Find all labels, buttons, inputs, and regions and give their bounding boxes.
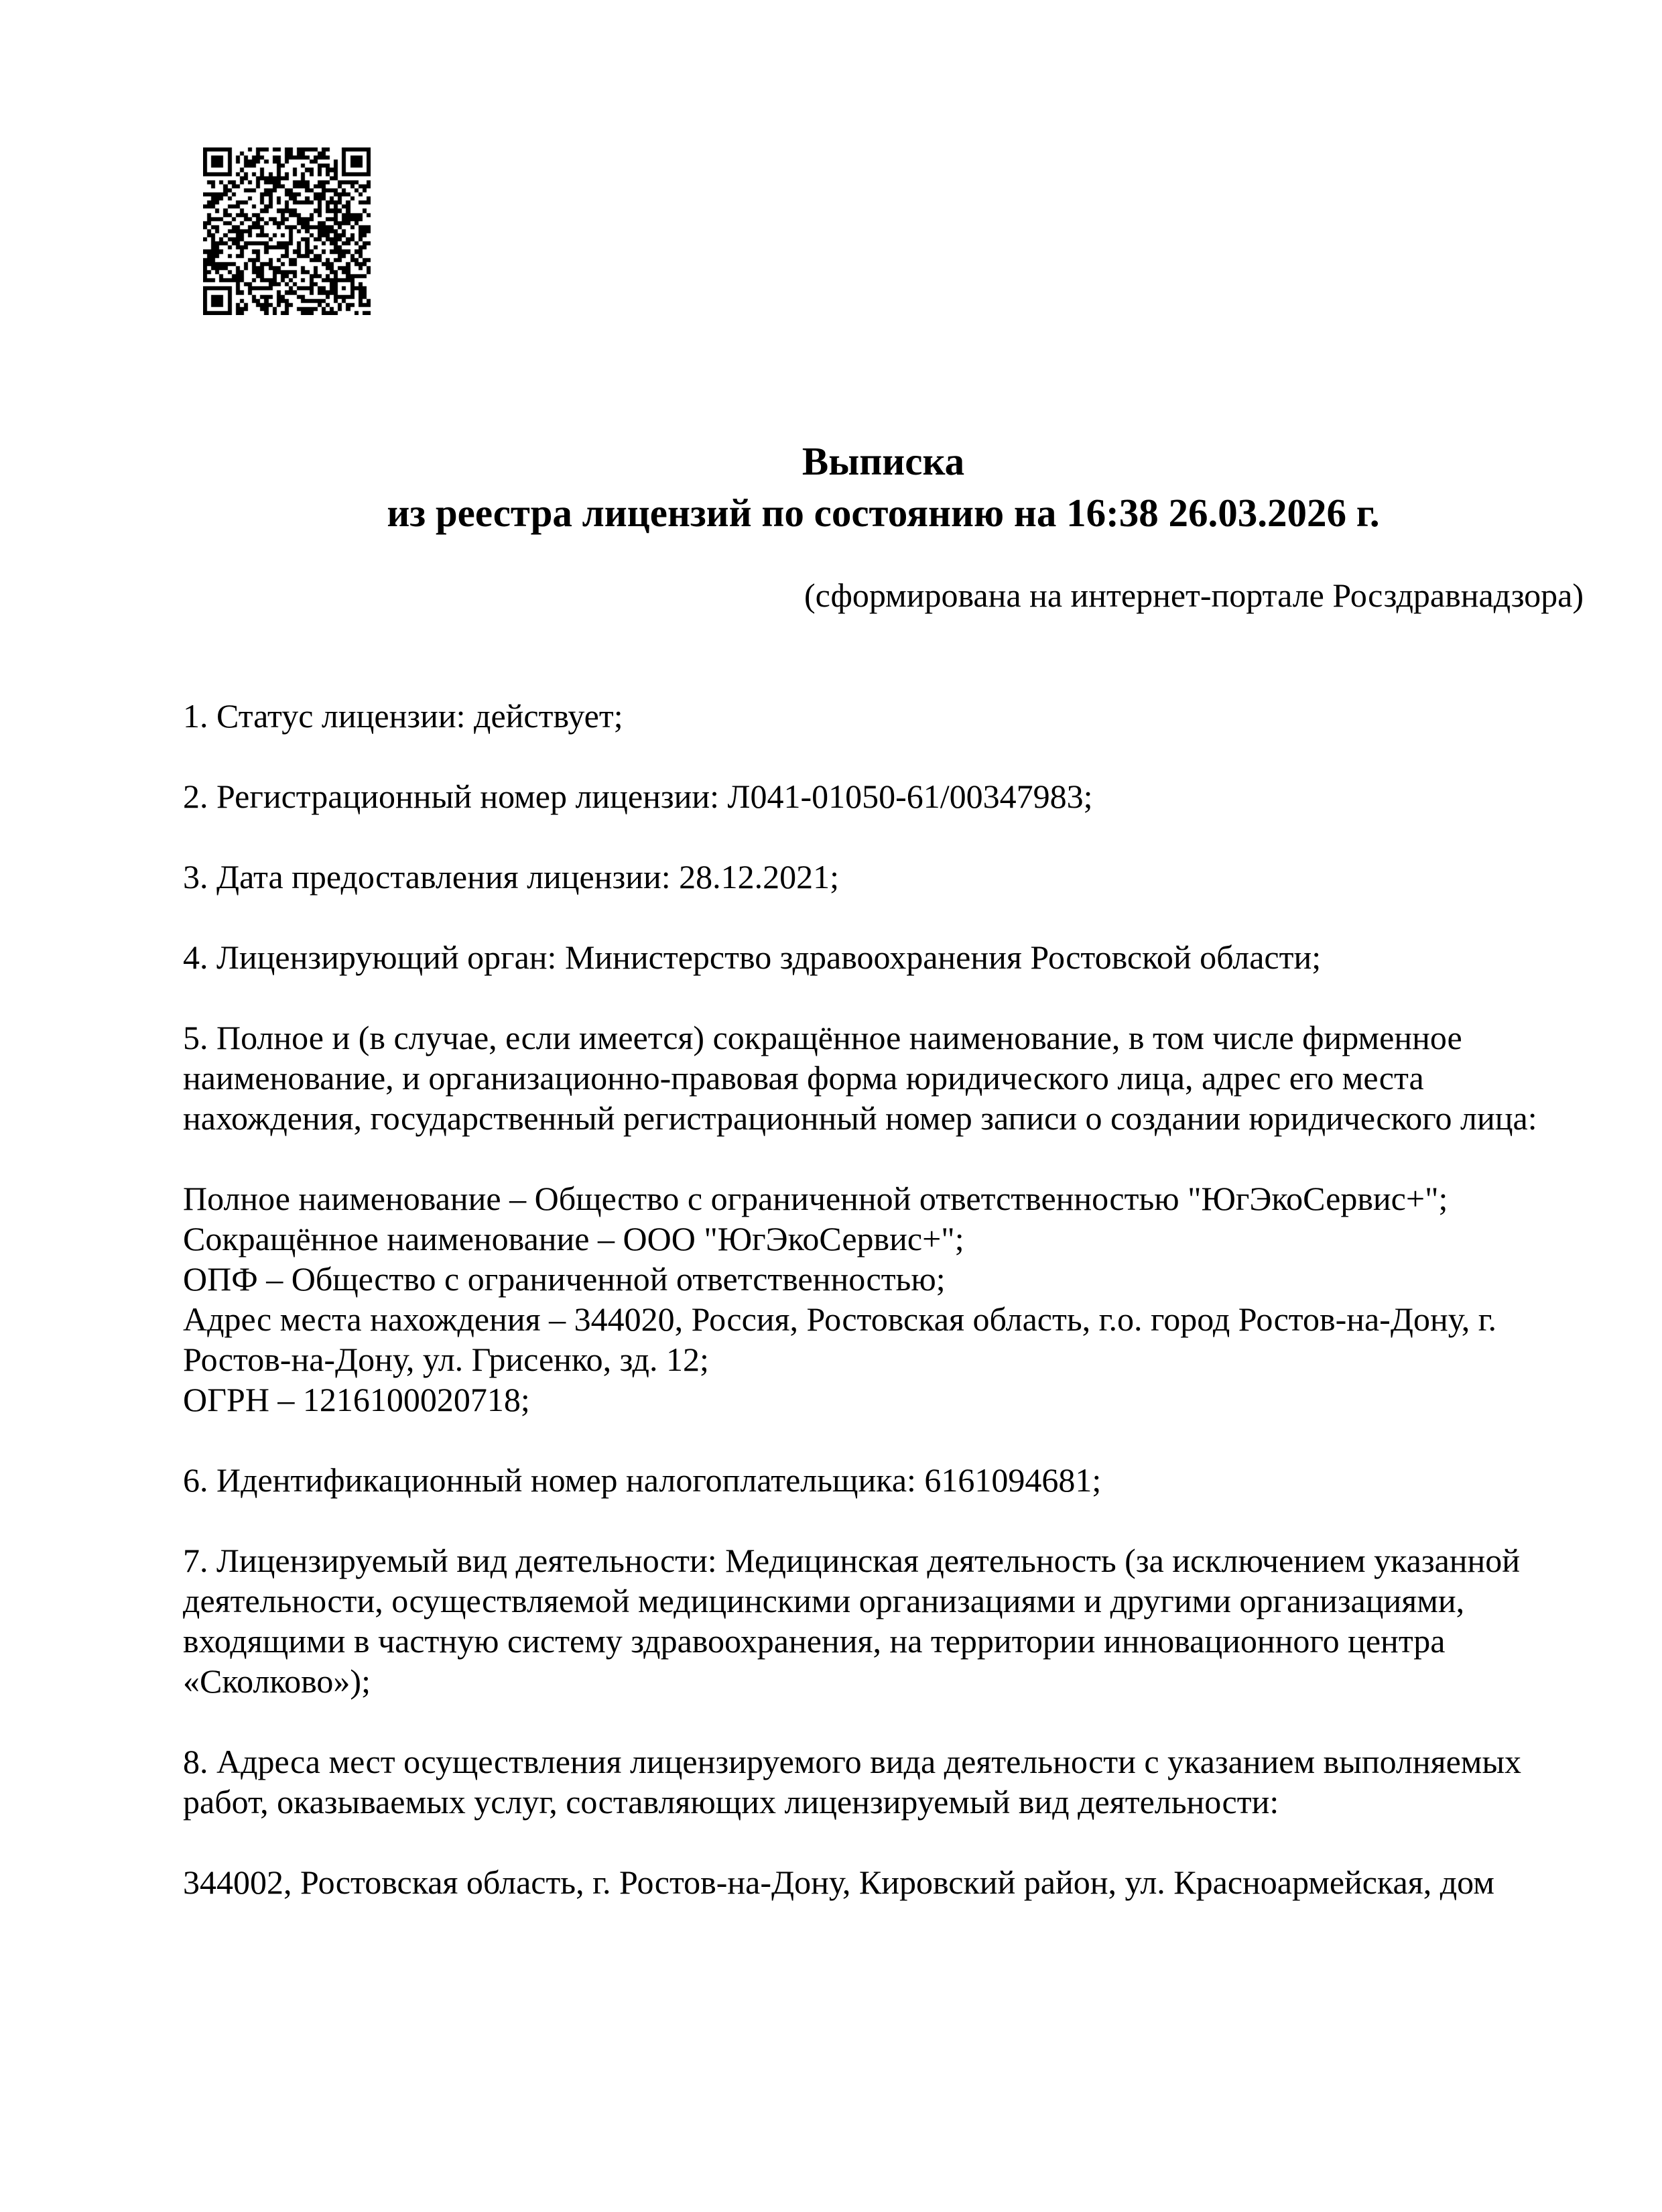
text-line: 1. Статус лицензии: действует; (183, 697, 623, 735)
paragraph-activity-addresses-heading (183, 1741, 1584, 1822)
text-line: Сокращённое наименование – ООО "ЮгЭкоСервис+"; (183, 1220, 964, 1257)
paragraph-licensing-authority (183, 937, 1584, 977)
paragraph-activity-address (183, 1862, 1584, 1902)
text-line: 3. Дата предоставления лицензии: 28.12.2021; (183, 858, 840, 896)
text-line: 2. Регистрационный номер лицензии: Л041-01050-61/00347983; (183, 778, 1093, 815)
text-line: 4. Лицензирующий орган: Министерство здравоохранения Ростовской области; (183, 938, 1322, 976)
text-line: ОПФ – Общество с ограниченной ответственностью; (183, 1260, 946, 1298)
document-title: Выписка (802, 439, 965, 483)
text-line: деятельности, осуществляемой медицинскими организациями и другими организациями, (183, 1582, 1465, 1619)
paragraph-organization-details (183, 1178, 1584, 1420)
document-title-date-line: из реестра лицензий по состоянию на 16:38 26.03.2026 г. (387, 491, 1380, 535)
paragraph-registration-number (183, 776, 1584, 816)
text-line: 7. Лицензируемый вид деятельности: Медицинская деятельность (за исключением указанной (183, 1542, 1521, 1579)
paragraph-license-status (183, 696, 1584, 736)
text-line: 344002, Ростовская область, г. Ростов-на-Дону, Кировский район, ул. Красноармейская, дом (183, 1863, 1494, 1901)
text-line: ОГРН – 1216100020718; (183, 1381, 530, 1418)
text-line: работ, оказываемых услуг, составляющих лицензируемый вид деятельности: (183, 1783, 1279, 1821)
text-line: «Сколково»); (183, 1662, 371, 1700)
paragraph-grant-date (183, 857, 1584, 897)
text-line: 8. Адреса мест осуществления лицензируемого вида деятельности с указанием выполняемых (183, 1743, 1522, 1780)
text-line: Полное наименование – Общество с ограниченной ответственностью "ЮгЭкоСервис+"; (183, 1180, 1448, 1217)
qr-code (203, 147, 371, 315)
paragraph-taxpayer-number (183, 1460, 1584, 1500)
paragraph-item5-heading (183, 1018, 1584, 1138)
text-line: нахождения, государственный регистрационный номер записи о создании юридического лица: (183, 1099, 1537, 1137)
text-line: наименование, и организационно-правовая форма юридического лица, адрес его места (183, 1059, 1424, 1097)
text-line: входящими в частную систему здравоохранения, на территории инновационного центра (183, 1622, 1446, 1660)
text-line: Ростов-на-Дону, ул. Грисенко, зд. 12; (183, 1341, 709, 1378)
text-line: Адрес места нахождения – 344020, Россия, Ростовская область, г.о. город Ростов-на-Дону, г. (183, 1300, 1497, 1338)
document-header (183, 436, 1584, 539)
text-line: 5. Полное и (в случае, если имеется) сокращённое наименование, в том числе фирменное (183, 1019, 1462, 1056)
paragraph-licensed-activity (183, 1540, 1584, 1701)
text-line: 6. Идентификационный номер налогоплательщика: 6161094681; (183, 1461, 1102, 1499)
document-subtitle: (сформирована на интернет-портале Росздравнадзора) (804, 576, 1584, 614)
document-body (183, 696, 1584, 1943)
